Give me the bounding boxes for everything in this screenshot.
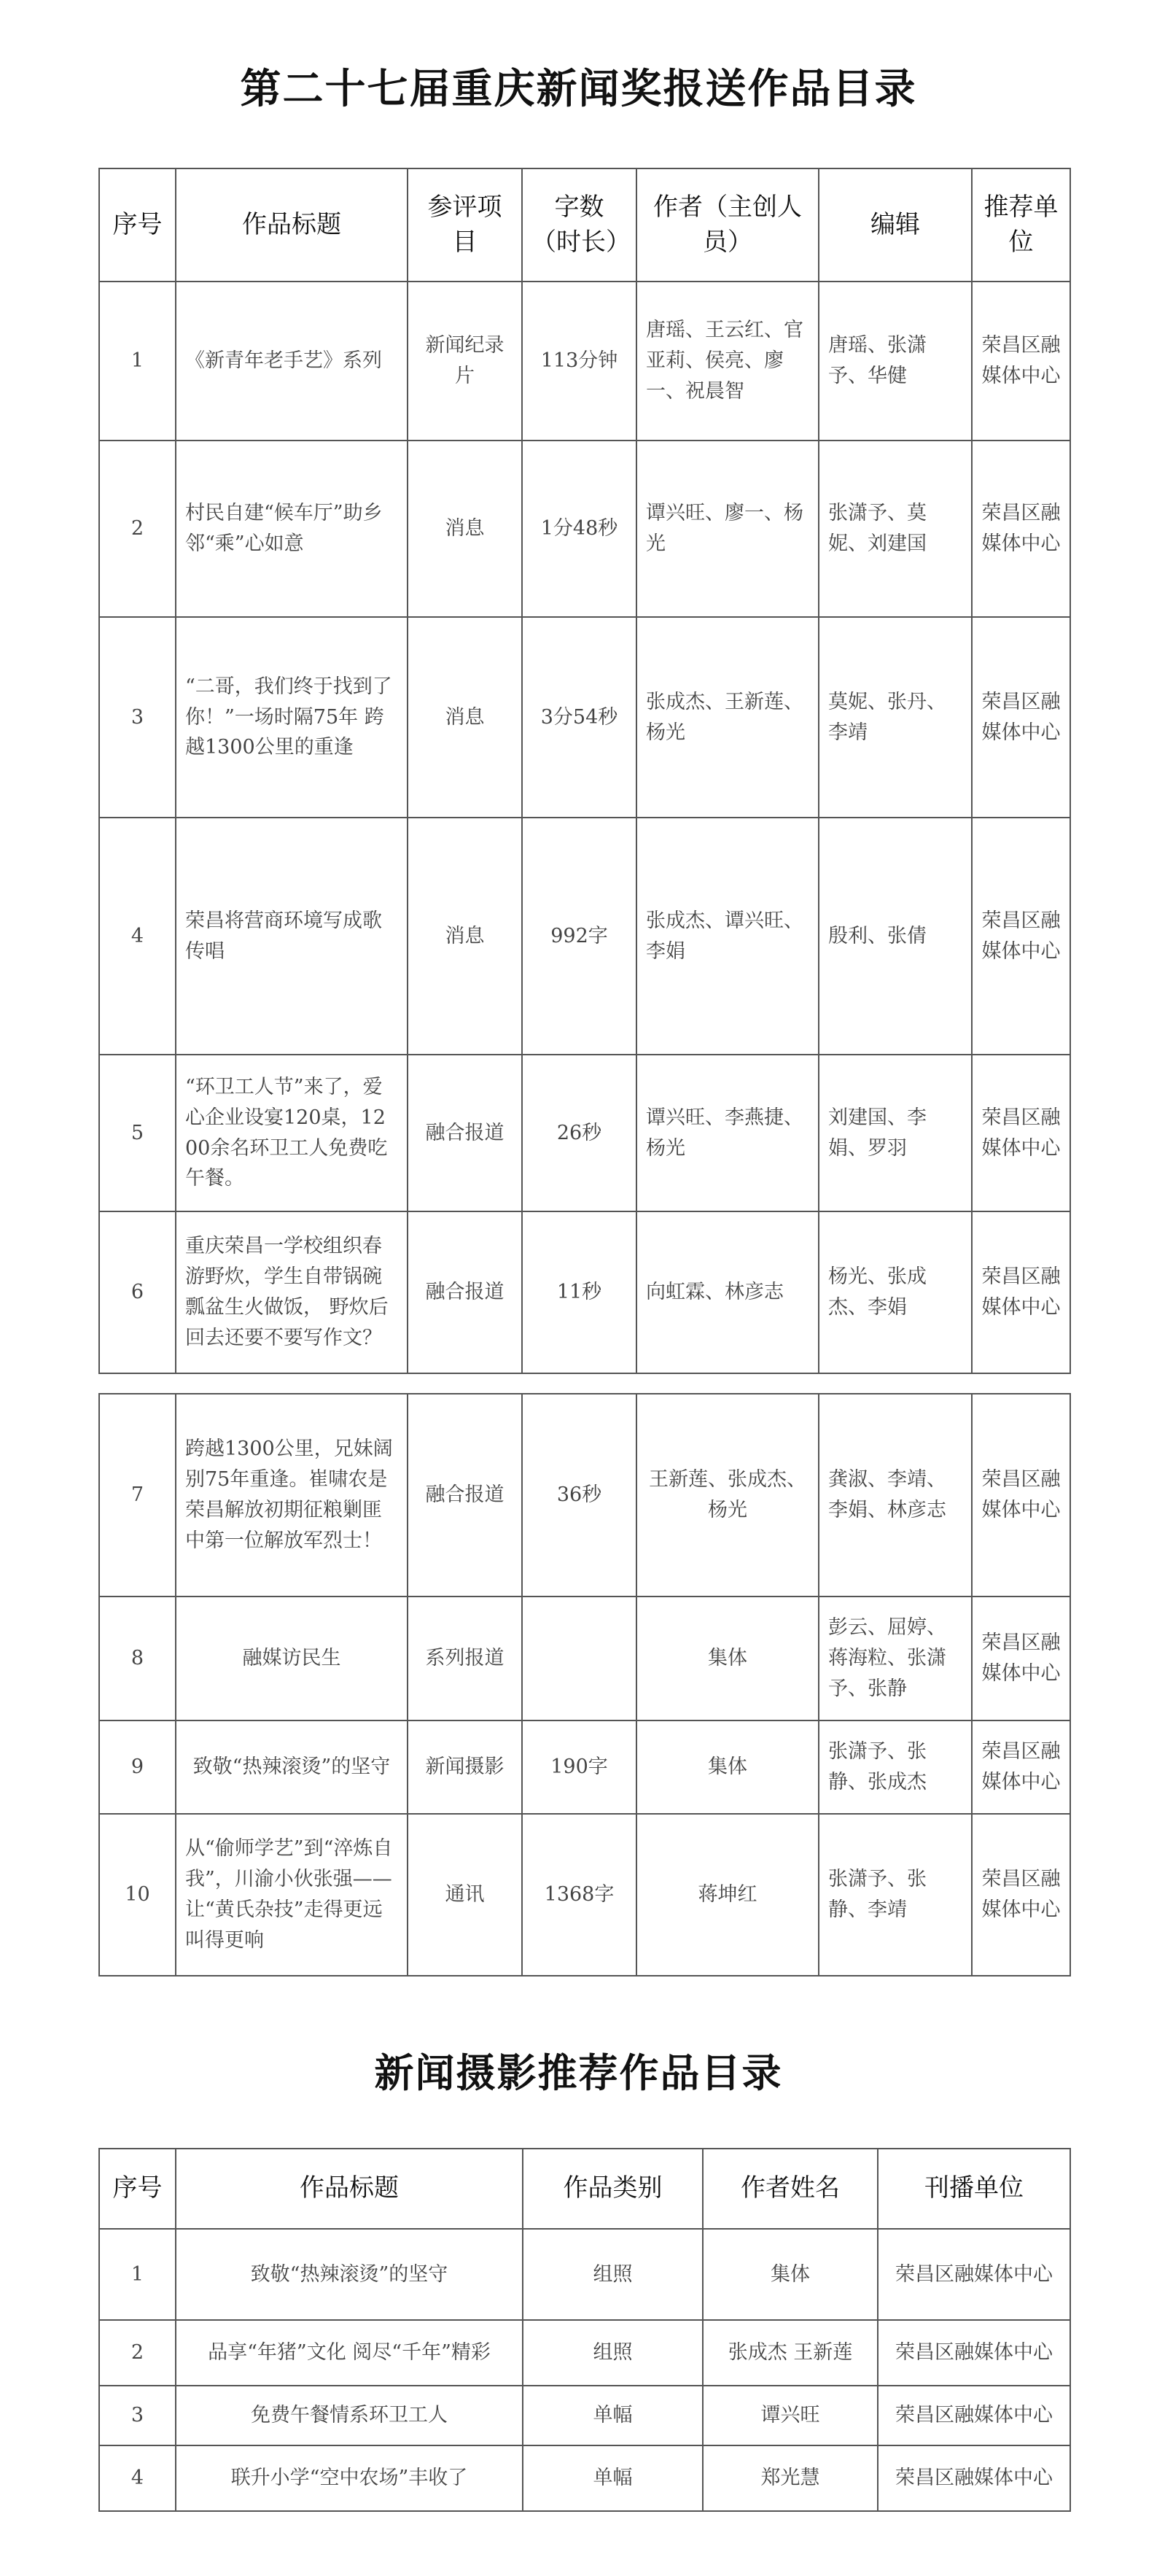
table-row <box>99 1055 1070 1211</box>
cell-category: 融合报道 <box>408 1394 522 1597</box>
cell-title: 荣昌将营商环境写成歌传唱 <box>176 818 408 1055</box>
cell-length: 992字 <box>522 818 636 1055</box>
table-row <box>99 1394 1070 1597</box>
cell-no: 10 <box>99 1814 176 1976</box>
cell-title: 跨越1300公里，兄妹阔别75年重逢。崔啸农是荣昌解放初期征粮剿匪中第一位解放军烈士！ <box>176 1394 408 1597</box>
cell-title: 《新青年老手艺》系列 <box>176 282 408 441</box>
cell-no: 5 <box>99 1055 176 1211</box>
table-row <box>99 1814 1070 1976</box>
cell-title: “环卫工人节”来了，爱心企业设宴120桌，1200余名环卫工人免费吃午餐。 <box>176 1055 408 1211</box>
cell-unit: 荣昌区融媒体中心 <box>972 1055 1070 1211</box>
cell-category: 消息 <box>408 441 522 617</box>
cell-unit: 荣昌区融媒体中心 <box>972 1597 1070 1720</box>
cell-editors: 殷利、张倩 <box>819 818 972 1055</box>
cell-no: 6 <box>99 1211 176 1373</box>
cell-editors: 刘建国、李娟、罗羽 <box>819 1055 972 1211</box>
cell-no: 3 <box>99 2386 176 2445</box>
table-row <box>99 282 1070 441</box>
cell-category: 新闻摄影 <box>408 1720 522 1814</box>
table-row <box>99 1211 1070 1373</box>
cell-authors: 唐瑶、王云红、官亚莉、侯亮、廖一、祝晨智 <box>636 282 819 441</box>
cell-unit: 荣昌区融媒体中心 <box>972 818 1070 1055</box>
cell-category: 单幅 <box>523 2445 703 2511</box>
header-no: 序号 <box>99 168 176 282</box>
cell-category: 新闻纪录片 <box>408 282 522 441</box>
header-unit: 推荐单位 <box>972 168 1070 282</box>
cell-title: “二哥，我们终于找到了你！”一场时隔75年 跨越1300公里的重逢 <box>176 617 408 818</box>
cell-authors: 向虹霖、林彦志 <box>636 1211 819 1373</box>
cell-unit: 荣昌区融媒体中心 <box>972 1211 1070 1373</box>
cell-author: 集体 <box>703 2229 878 2320</box>
cell-no: 4 <box>99 2445 176 2511</box>
cell-category: 组照 <box>523 2229 703 2320</box>
cell-category: 消息 <box>408 617 522 818</box>
cell-title: 致敬“热辣滚烫”的坚守 <box>176 1720 408 1814</box>
cell-category: 消息 <box>408 818 522 1055</box>
cell-author: 张成杰 王新莲 <box>703 2320 878 2386</box>
table-header-row <box>99 2149 1070 2229</box>
cell-category: 融合报道 <box>408 1211 522 1373</box>
cell-authors: 张成杰、谭兴旺、李娟 <box>636 818 819 1055</box>
cell-editors: 莫妮、张丹、李靖 <box>819 617 972 818</box>
cell-title: 从“偷师学艺”到“淬炼自我”，川渝小伙张强——让“黄氏杂技”走得更远叫得更响 <box>176 1814 408 1976</box>
cell-author: 郑光慧 <box>703 2445 878 2511</box>
cell-title: 联升小学“空中农场”丰收了 <box>176 2445 523 2511</box>
cell-authors: 集体 <box>636 1597 819 1720</box>
cell-category: 单幅 <box>523 2386 703 2445</box>
section-title-photography: 新闻摄影推荐作品目录 <box>374 2049 783 2096</box>
cell-title: 重庆荣昌一学校组织春游野炊，学生自带锅碗瓢盆生火做饭， 野炊后回去还要不要写作文？ <box>176 1211 408 1373</box>
cell-category: 融合报道 <box>408 1055 522 1211</box>
cell-no: 8 <box>99 1597 176 1720</box>
page-title: 第二十七届重庆新闻奖报送作品目录 <box>240 65 917 113</box>
cell-editors: 张潇予、张静、张成杰 <box>819 1720 972 1814</box>
header-length: 字数（时长） <box>522 168 636 282</box>
cell-authors: 蒋坤红 <box>636 1814 819 1976</box>
cell-authors: 集体 <box>636 1720 819 1814</box>
cell-no: 4 <box>99 818 176 1055</box>
cell-length <box>522 1597 636 1720</box>
table-row <box>99 2386 1070 2445</box>
cell-editors: 张潇予、莫妮、刘建国 <box>819 441 972 617</box>
cell-author: 谭兴旺 <box>703 2386 878 2445</box>
cell-unit: 荣昌区融媒体中心 <box>878 2320 1070 2386</box>
cell-unit: 荣昌区融媒体中心 <box>972 1814 1070 1976</box>
cell-no: 1 <box>99 282 176 441</box>
cell-unit: 荣昌区融媒体中心 <box>972 282 1070 441</box>
cell-editors: 杨光、张成杰、李娟 <box>819 1211 972 1373</box>
cell-editors: 彭云、屈婷、蒋海粒、张潇予、张静 <box>819 1597 972 1720</box>
table-row <box>99 818 1070 1055</box>
cell-length: 3分54秒 <box>522 617 636 818</box>
cell-title: 致敬“热辣滚烫”的坚守 <box>176 2229 523 2320</box>
cell-no: 2 <box>99 441 176 617</box>
cell-length: 1分48秒 <box>522 441 636 617</box>
cell-no: 1 <box>99 2229 176 2320</box>
works-table <box>98 168 1071 1374</box>
cell-unit: 荣昌区融媒体中心 <box>878 2229 1070 2320</box>
table-row <box>99 2229 1070 2320</box>
cell-title: 村民自建“候车厅”助乡邻“乘”心如意 <box>176 441 408 617</box>
cell-unit: 荣昌区融媒体中心 <box>878 2445 1070 2511</box>
photography-table <box>98 2148 1071 2512</box>
cell-length: 11秒 <box>522 1211 636 1373</box>
table-row <box>99 2320 1070 2386</box>
works-table-continued <box>98 1393 1071 1976</box>
table-row <box>99 1720 1070 1814</box>
cell-length: 36秒 <box>522 1394 636 1597</box>
cell-unit: 荣昌区融媒体中心 <box>878 2386 1070 2445</box>
cell-authors: 张成杰、王新莲、杨光 <box>636 617 819 818</box>
cell-length: 26秒 <box>522 1055 636 1211</box>
cell-category: 系列报道 <box>408 1597 522 1720</box>
cell-category: 组照 <box>523 2320 703 2386</box>
cell-no: 3 <box>99 617 176 818</box>
header-title: 作品标题 <box>176 2149 523 2229</box>
table-row <box>99 441 1070 617</box>
cell-authors: 王新莲、张成杰、杨光 <box>636 1394 819 1597</box>
cell-unit: 荣昌区融媒体中心 <box>972 441 1070 617</box>
cell-authors: 谭兴旺、李燕捷、杨光 <box>636 1055 819 1211</box>
cell-editors: 龚淑、李靖、李娟、林彦志 <box>819 1394 972 1597</box>
cell-authors: 谭兴旺、廖一、杨光 <box>636 441 819 617</box>
header-category: 作品类别 <box>523 2149 703 2229</box>
cell-unit: 荣昌区融媒体中心 <box>972 1720 1070 1814</box>
table-row <box>99 1597 1070 1720</box>
header-authors: 作者（主创人员） <box>636 168 819 282</box>
cell-editors: 张潇予、张静、李靖 <box>819 1814 972 1976</box>
header-author: 作者姓名 <box>703 2149 878 2229</box>
cell-unit: 荣昌区融媒体中心 <box>972 1394 1070 1597</box>
cell-no: 9 <box>99 1720 176 1814</box>
cell-title: 融媒访民生 <box>176 1597 408 1720</box>
header-category: 参评项目 <box>408 168 522 282</box>
table-row <box>99 617 1070 818</box>
cell-length: 1368字 <box>522 1814 636 1976</box>
cell-no: 2 <box>99 2320 176 2386</box>
cell-title: 免费午餐情系环卫工人 <box>176 2386 523 2445</box>
header-no: 序号 <box>99 2149 176 2229</box>
cell-title: 品享“年猪”文化 阅尽“千年”精彩 <box>176 2320 523 2386</box>
cell-length: 190字 <box>522 1720 636 1814</box>
table-header-row <box>99 168 1070 282</box>
header-unit: 刊播单位 <box>878 2149 1070 2229</box>
cell-category: 通讯 <box>408 1814 522 1976</box>
header-editors: 编辑 <box>819 168 972 282</box>
cell-length: 113分钟 <box>522 282 636 441</box>
cell-no: 7 <box>99 1394 176 1597</box>
cell-editors: 唐瑶、张潇予、华健 <box>819 282 972 441</box>
header-title: 作品标题 <box>176 168 408 282</box>
cell-unit: 荣昌区融媒体中心 <box>972 617 1070 818</box>
table-row <box>99 2445 1070 2511</box>
